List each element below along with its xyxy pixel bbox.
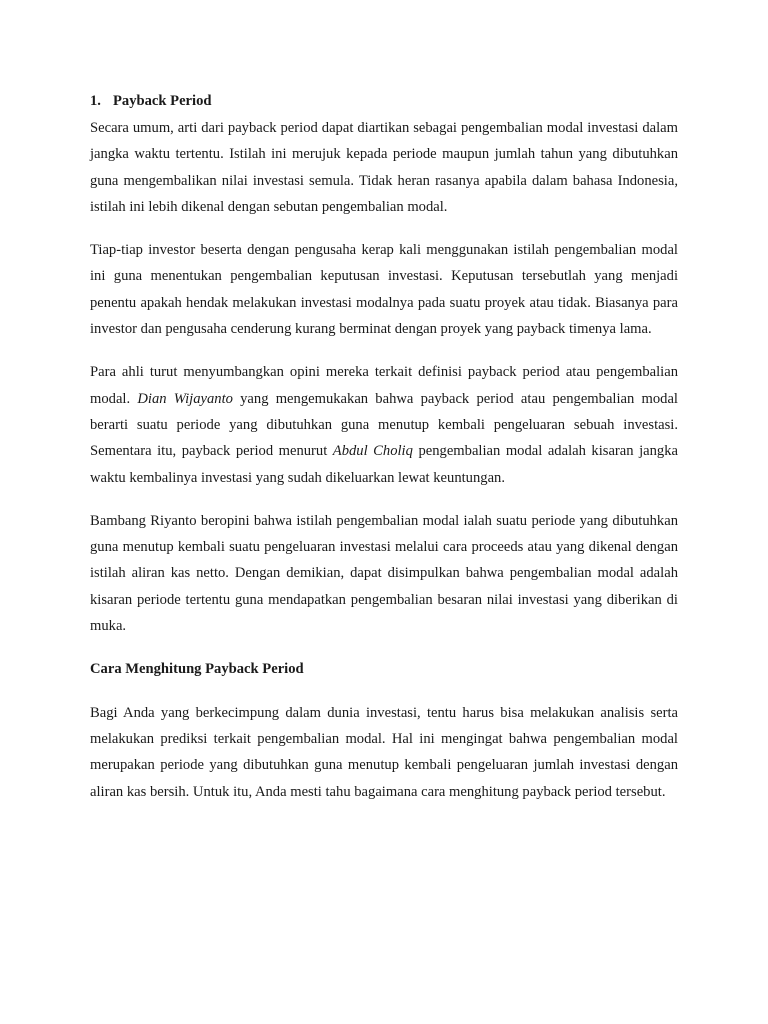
expert-name-dian-wijayanto: Dian Wijayanto — [137, 390, 233, 407]
expert-name-abdul-choliq: Abdul Choliq — [332, 443, 413, 460]
section-heading-payback-period — [90, 88, 678, 115]
section-number: 1. — [90, 93, 101, 109]
expert-text-part3: pengembalian modal adalah kisaran jangka waktu kembalinya investasi yang sudah dikeluarkan lewat keuntungan. — [90, 443, 678, 486]
paragraph-investor-usage: Tiap-tiap investor beserta dengan pengusaha kerap kali menggunakan istilah pengembalian modal ini guna menentukan pengembalian keputusan investasi. Keputusan tersebutlah yang menjadi penentu apakah hendak melakukan investasi modalnya pada suatu proyek atau tidak. Biasanya para investor dan pengusaha cenderung kurang berminat dengan proyek yang payback timenya lama. — [90, 242, 678, 338]
paragraph-definition: Secara umum, arti dari payback period dapat diartikan sebagai pengembalian modal investasi dalam jangka waktu tertentu. Istilah ini merujuk kepada periode maupun jumlah tahun yang dibutuhkan guna mengembalikan nilai investasi semula. Tidak heran rasanya apabila dalam bahasa Indonesia, istilah ini lebih dikenal dengan sebutan pengembalian modal. — [90, 120, 678, 215]
paragraph-calculation-intro: Bagi Anda yang berkecimpung dalam dunia investasi, tentu harus bisa melakukan analisis serta melakukan prediksi terkait pengembalian modal. Hal ini mengingat bahwa pengembalian modal merupakan periode yang dibutuhkan guna menutup kembali pengeluaran jumlah investasi dengan aliran kas bersih. Untuk itu, Anda mesti tahu bagaimana cara menghitung payback period tersebut. — [90, 704, 678, 800]
section-title: Payback Period — [113, 93, 212, 109]
expert-text-part1: Para ahli turut menyumbangkan opini mereka terkait definisi payback period atau pengembalian modal. — [90, 364, 678, 407]
expert-text-part2: yang mengemukakan bahwa payback period atau pengembalian modal berarti suatu periode yang dibutuhkan guna menutup kembali pengeluaran sebuah investasi. Sementara itu, payback period menurut — [90, 390, 678, 460]
paragraph-bambang-riyanto: Bambang Riyanto beropini bahwa istilah pengembalian modal ialah suatu periode yang dibutuhkan guna menutup kembali suatu pengeluaran investasi melalui cara proceeds atau yang dikenal dengan istilah aliran kas netto. Dengan demikian, dapat disimpulkan bahwa pengembalian modal adalah kisaran periode tertentu guna mendapatkan pengembalian besaran nilai investasi yang diberikan di muka. — [90, 512, 678, 635]
section-heading-cara-menghitung: Cara Menghitung Payback Period — [90, 661, 304, 678]
paragraph-expert-opinions — [90, 359, 678, 490]
document-page — [90, 88, 678, 822]
